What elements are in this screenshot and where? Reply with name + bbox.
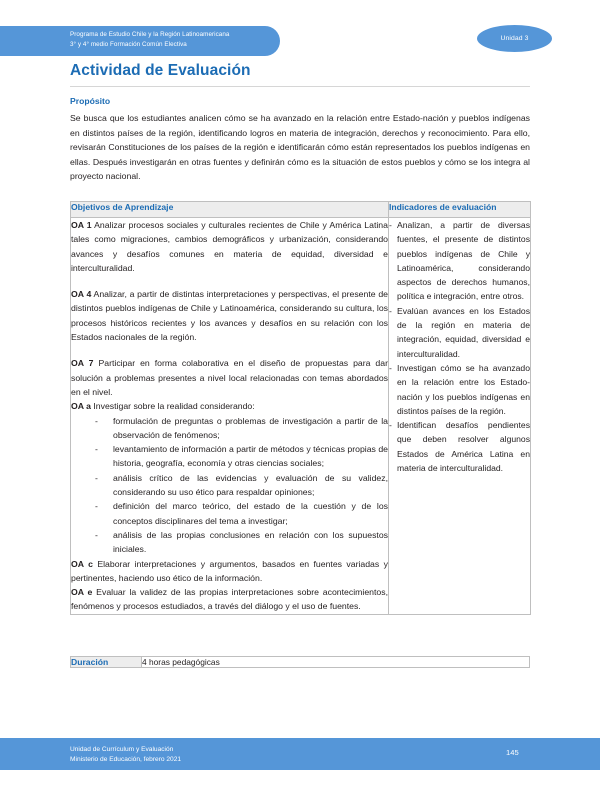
oac-code: OA c bbox=[71, 558, 93, 569]
program-title-line2: 3° y 4° medio Formación Común Electiva bbox=[70, 40, 187, 48]
list-item: - análisis de las propias conclusiones en relación con los supuestos iniciales. bbox=[71, 528, 388, 557]
objective-oa7 bbox=[71, 356, 388, 399]
objectives-cell bbox=[71, 218, 389, 615]
purpose-heading: Propósito bbox=[70, 96, 111, 106]
list-item: - Evalúan avances en los Estados de la región en materia de integración, equidad, diversidad e interculturalidad. bbox=[389, 304, 530, 361]
objectives-indicators-table bbox=[70, 201, 531, 615]
oa7-code: OA 7 bbox=[71, 358, 94, 369]
oae-text: Evaluar la validez de las propias interpretaciones sobre acontecimientos, fenómenos y procesos estudiados, a través del diálogo y el uso de fuentes. bbox=[71, 587, 388, 612]
page-number: 145 bbox=[506, 748, 519, 757]
duration-row bbox=[71, 657, 530, 668]
oaa-text: Investigar sobre la realidad considerando: bbox=[90, 401, 255, 412]
list-item: - Investigan cómo se ha avanzado en la relación entre los Estado-nación y los pueblos indígenas en distintos países de la región. bbox=[389, 361, 530, 418]
footer-text bbox=[70, 745, 181, 764]
oac-text: Elaborar interpretaciones y argumentos, basados en fuentes variadas y pertinentes, haciendo uso ético de la información. bbox=[71, 558, 388, 583]
title-divider bbox=[70, 86, 530, 87]
footer-line2: Ministerio de Educación, febrero 2021 bbox=[70, 755, 182, 763]
indicators-list bbox=[389, 218, 530, 475]
purpose-paragraph: Se busca que los estudiantes analicen cómo se ha avanzado en la relación entre Estado-nación y pueblos indígenas en distintos países de la región, identificando logros en materia de integración, derechos y reconocimiento. Para ello, revisarán Constituciones de los países de la región e identificarán cómo están representados los pueblos indígenas en ellas. Después investigarán en otras fuentes y definirán cómo es la situación de estos pueblos y cómo se los integra al proyecto nacional. bbox=[70, 113, 530, 182]
unit-badge-label: Unidad 3 bbox=[500, 35, 529, 42]
table-content-row bbox=[71, 218, 531, 615]
list-item: - análisis crítico de las evidencias y evaluación de su validez, considerando su uso ético para respaldar opiniones; bbox=[71, 471, 388, 500]
oa7-text: Participar en forma colaborativa en el diseño de propuestas para dar solución a problemas presentes a nivel local relacionadas con temas abordados en el nivel. bbox=[71, 358, 388, 397]
list-item: - levantamiento de información a partir de métodos y técnicas propias de historia, geografía, economía y otras ciencias sociales; bbox=[71, 442, 388, 471]
unit-badge bbox=[477, 25, 552, 52]
objective-oaa bbox=[71, 399, 388, 413]
column-header-indicators: Indicadores de evaluación bbox=[389, 202, 531, 218]
objective-oac bbox=[71, 557, 388, 586]
duration-table bbox=[70, 656, 530, 668]
list-item: - formulación de preguntas o problemas de investigación a partir de la observación de fenómenos; bbox=[71, 414, 388, 443]
list-item: - Identifican desafíos pendientes que deben resolver algunos Estados de América Latina en materia de interculturalidad. bbox=[389, 418, 530, 475]
indicators-cell bbox=[389, 218, 531, 615]
objective-oae bbox=[71, 585, 388, 614]
list-item: - Analizan, a partir de diversas fuentes, el presente de distintos pueblos indígenas de Chile y Latinoamérica, considerando aspectos de derechos humanos, política e integración, entre otros. bbox=[389, 218, 530, 304]
oaa-sub-list bbox=[71, 414, 388, 557]
program-title-line1: Programa de Estudio Chile y la Región Latinoamericana bbox=[70, 31, 230, 38]
oaa-code: OA a bbox=[71, 401, 91, 412]
objective-oa1 bbox=[71, 218, 388, 275]
oa1-text: Analizar procesos sociales y culturales recientes de Chile y América Latina tales como migraciones, cambios demográficos y urbanización, considerando avances y desafíos comunes en materia de equidad, diversidad e interculturalidad. bbox=[71, 220, 388, 273]
table-header-row bbox=[71, 202, 531, 218]
oa1-code: OA 1 bbox=[71, 220, 92, 230]
duration-label: Duración bbox=[71, 657, 142, 668]
objective-oa4 bbox=[71, 287, 388, 344]
column-header-objectives: Objetivos de Aprendizaje bbox=[71, 202, 389, 218]
oa4-code: OA 4 bbox=[71, 289, 92, 300]
list-item: - definición del marco teórico, del estado de la cuestión y de los conceptos disciplinares del tema a investigar; bbox=[71, 499, 388, 528]
page-title: Actividad de Evaluación bbox=[70, 62, 251, 79]
oa4-text: Analizar, a partir de distintas interpretaciones y perspectivas, el presente de distintos pueblos indígenas de Chile y Latinoamérica, considerando su cultura, los procesos históricos recientes y los avances y desafíos en su relación con los Estados nacionales de la región. bbox=[71, 289, 388, 343]
program-header-band bbox=[0, 26, 280, 56]
oae-code: OA e bbox=[71, 587, 93, 598]
footer-line1: Unidad de Currículum y Evaluación bbox=[70, 746, 174, 753]
duration-value: 4 horas pedagógicas bbox=[142, 657, 530, 668]
